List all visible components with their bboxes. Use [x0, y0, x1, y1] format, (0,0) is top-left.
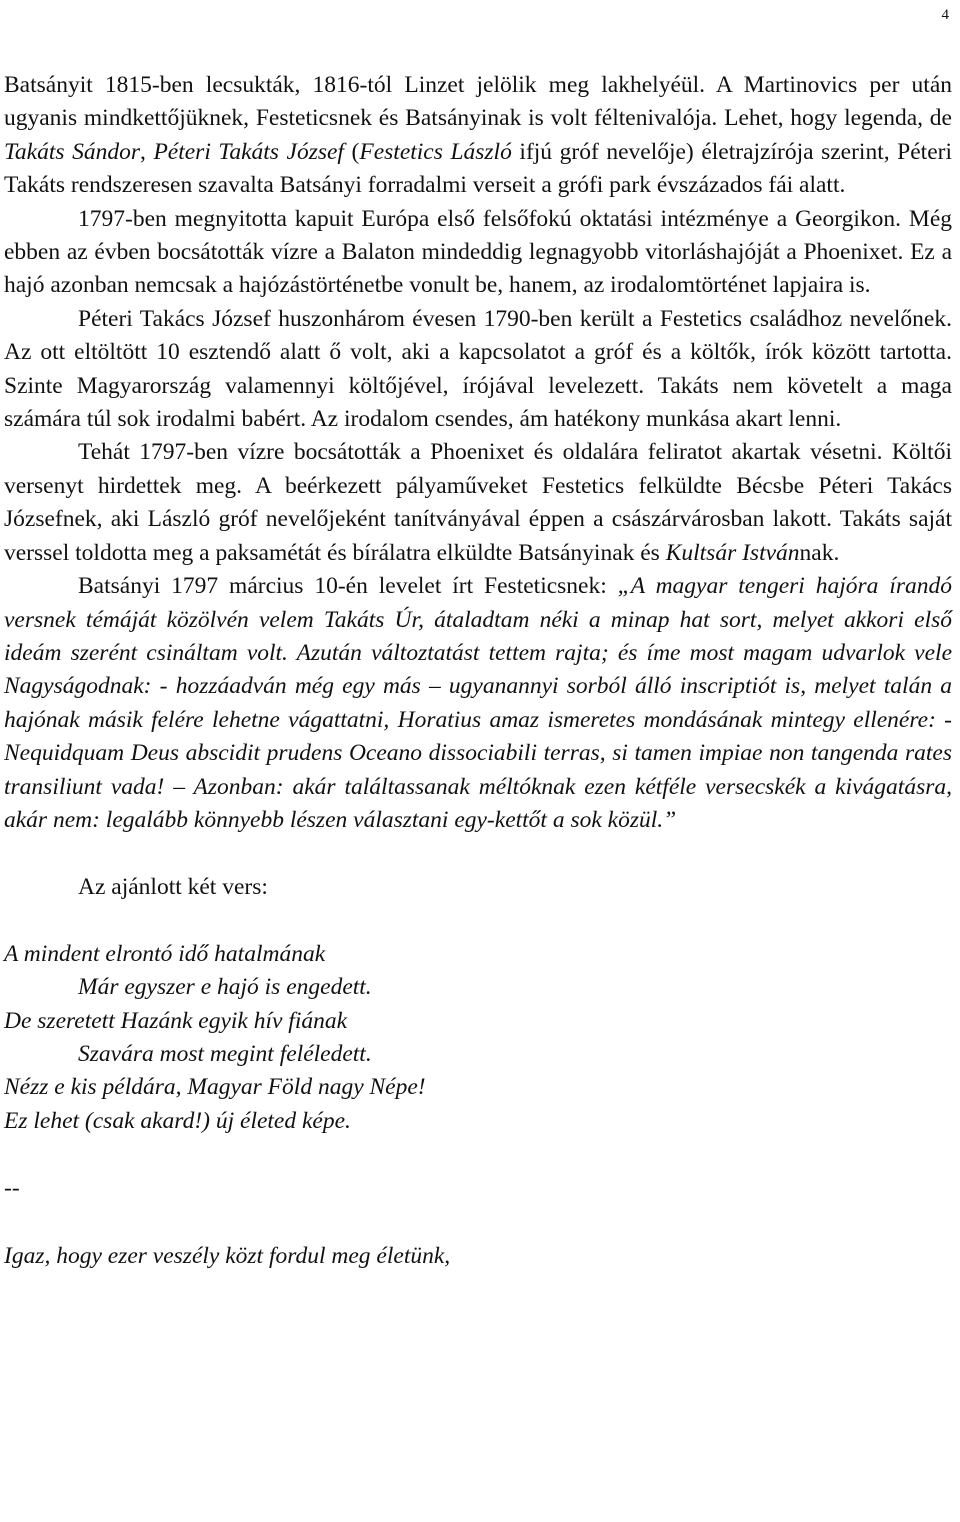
paragraph-text: Batsányi 1797 március 10-én levelet írt Festeticsnek: — [78, 573, 618, 600]
document-body — [4, 69, 952, 1273]
paragraph-peteri-takacs: Péteri Takács József huszonhárom évesen 1790-ben került a Festetics családhoz nevelőnek. Az ott eltöltött 10 esztendő alatt ő volt, aki a kapcsolatot a gróf és a költők, írók között tartotta. Szinte Magyarország valamennyi költőjével, írójával levelezett. Takáts nem követelt a maga számára túl sok irodalmi babért. Az irodalom csendes, ám hatékony munkása akart lenni. — [4, 305, 952, 433]
poem-line: Már egyszer e hajó is engedett. — [78, 974, 372, 1001]
page-number: 4 — [941, 7, 949, 23]
paragraph-text: ( — [343, 138, 360, 165]
name-peteri-takats-jozsef: Péteri Takáts József — [153, 138, 344, 165]
paragraph-text: nak. — [799, 539, 840, 566]
paragraph-text: , — [139, 138, 154, 165]
poem-line: De szeretett Hazánk egyik hív fiának — [4, 1007, 348, 1034]
name-kultsar-istvan: Kultsár István — [665, 539, 800, 566]
paragraph-text: ifjú gróf nevelője) életrajzírója szerint, Péteri Takáts rendszeresen szavalta Batsányi forradalmi verseit a grófi park évszázados fái alatt. — [4, 138, 952, 199]
section-separator: -- — [4, 1175, 20, 1202]
poem-line: A mindent elrontó idő hatalmának — [4, 940, 326, 967]
poem — [4, 938, 952, 1138]
poem-line: Nézz e kis példára, Magyar Föld nagy Népe! — [4, 1074, 426, 1101]
paragraph-batsanyi-letter — [4, 570, 952, 837]
paragraph-text: Tehát 1797-ben vízre bocsátották a Phoenixet és oldalára feliratot akartak vésetni. Költői versenyt hirdettek meg. A beérkezett pályaműveket Festetics felküldte Bécsbe Péteri Takács Józsefnek, aki László gróf nevelőjeként tanítványával éppen a császárvárosban lakott. Takáts saját verssel toldotta meg a paksamétát és bírálatra elküldte Batsányinak és — [4, 439, 952, 566]
paragraph-phoenix-inscription — [4, 436, 952, 570]
name-takats-sandor: Takáts Sándor — [4, 138, 140, 165]
poem-line: Ez lehet (csak akard!) új életed képe. — [4, 1107, 351, 1134]
paragraph-batsanyi-linz — [4, 69, 952, 203]
letter-quote: „A magyar tengeri hajóra írandó versnek témáját közölvén velem Takáts Úr, átaladtam néki a minap hat sort, melyet akkori első ideám szerént csináltam volt. Azután változtatást tettem rajta; és íme most magam udvarlok vele Nagyságodnak: - hozzáadván még egy más – ugyanannyi sorból álló inscriptiót is, melyet talán a hajónak másik felére lehetne vágattatni, Horatius amaz ismeretes mondásának mintegy ellenére: - Nequidquam Deus abscidit prudens Oceano dissociabili terras, si tamen impiae non tangenda rates transiliunt vada! – Azonban: akár találtassanak méltóknak ezen kétféle versecskék a kivágatásra, akár nem: legalább könnyebb lészen választani egy-kettőt a sok közül.” — [4, 573, 952, 833]
name-festetics-laszlo: Festetics László — [359, 138, 512, 165]
poem-line: Szavára most megint feléledett. — [78, 1040, 372, 1067]
closing-poem-line: Igaz, hogy ezer veszély közt fordul meg életünk, — [4, 1242, 451, 1269]
poem-intro: Az ajánlott két vers: — [78, 874, 268, 901]
paragraph-text: Batsányit 1815-ben lecsukták, 1816-tól Linzet jelölik meg lakhelyéül. A Martinovics per után ugyanis mindkettőjüknek, Festeticsnek és Batsányinak is volt féltenivalója. Lehet, hogy legenda, de — [4, 72, 952, 132]
paragraph-georgikon: 1797-ben megnyitotta kapuit Európa első felsőfokú oktatási intézménye a Georgikon. Még ebben az évben bocsátották vízre a Balaton mindeddig legnagyobb vitorláshajóját a Phoenixet. Ez a hajó azonban nemcsak a hajózástörténetbe vonult be, hanem, az irodalomtörténet lapjaira is. — [4, 205, 952, 299]
